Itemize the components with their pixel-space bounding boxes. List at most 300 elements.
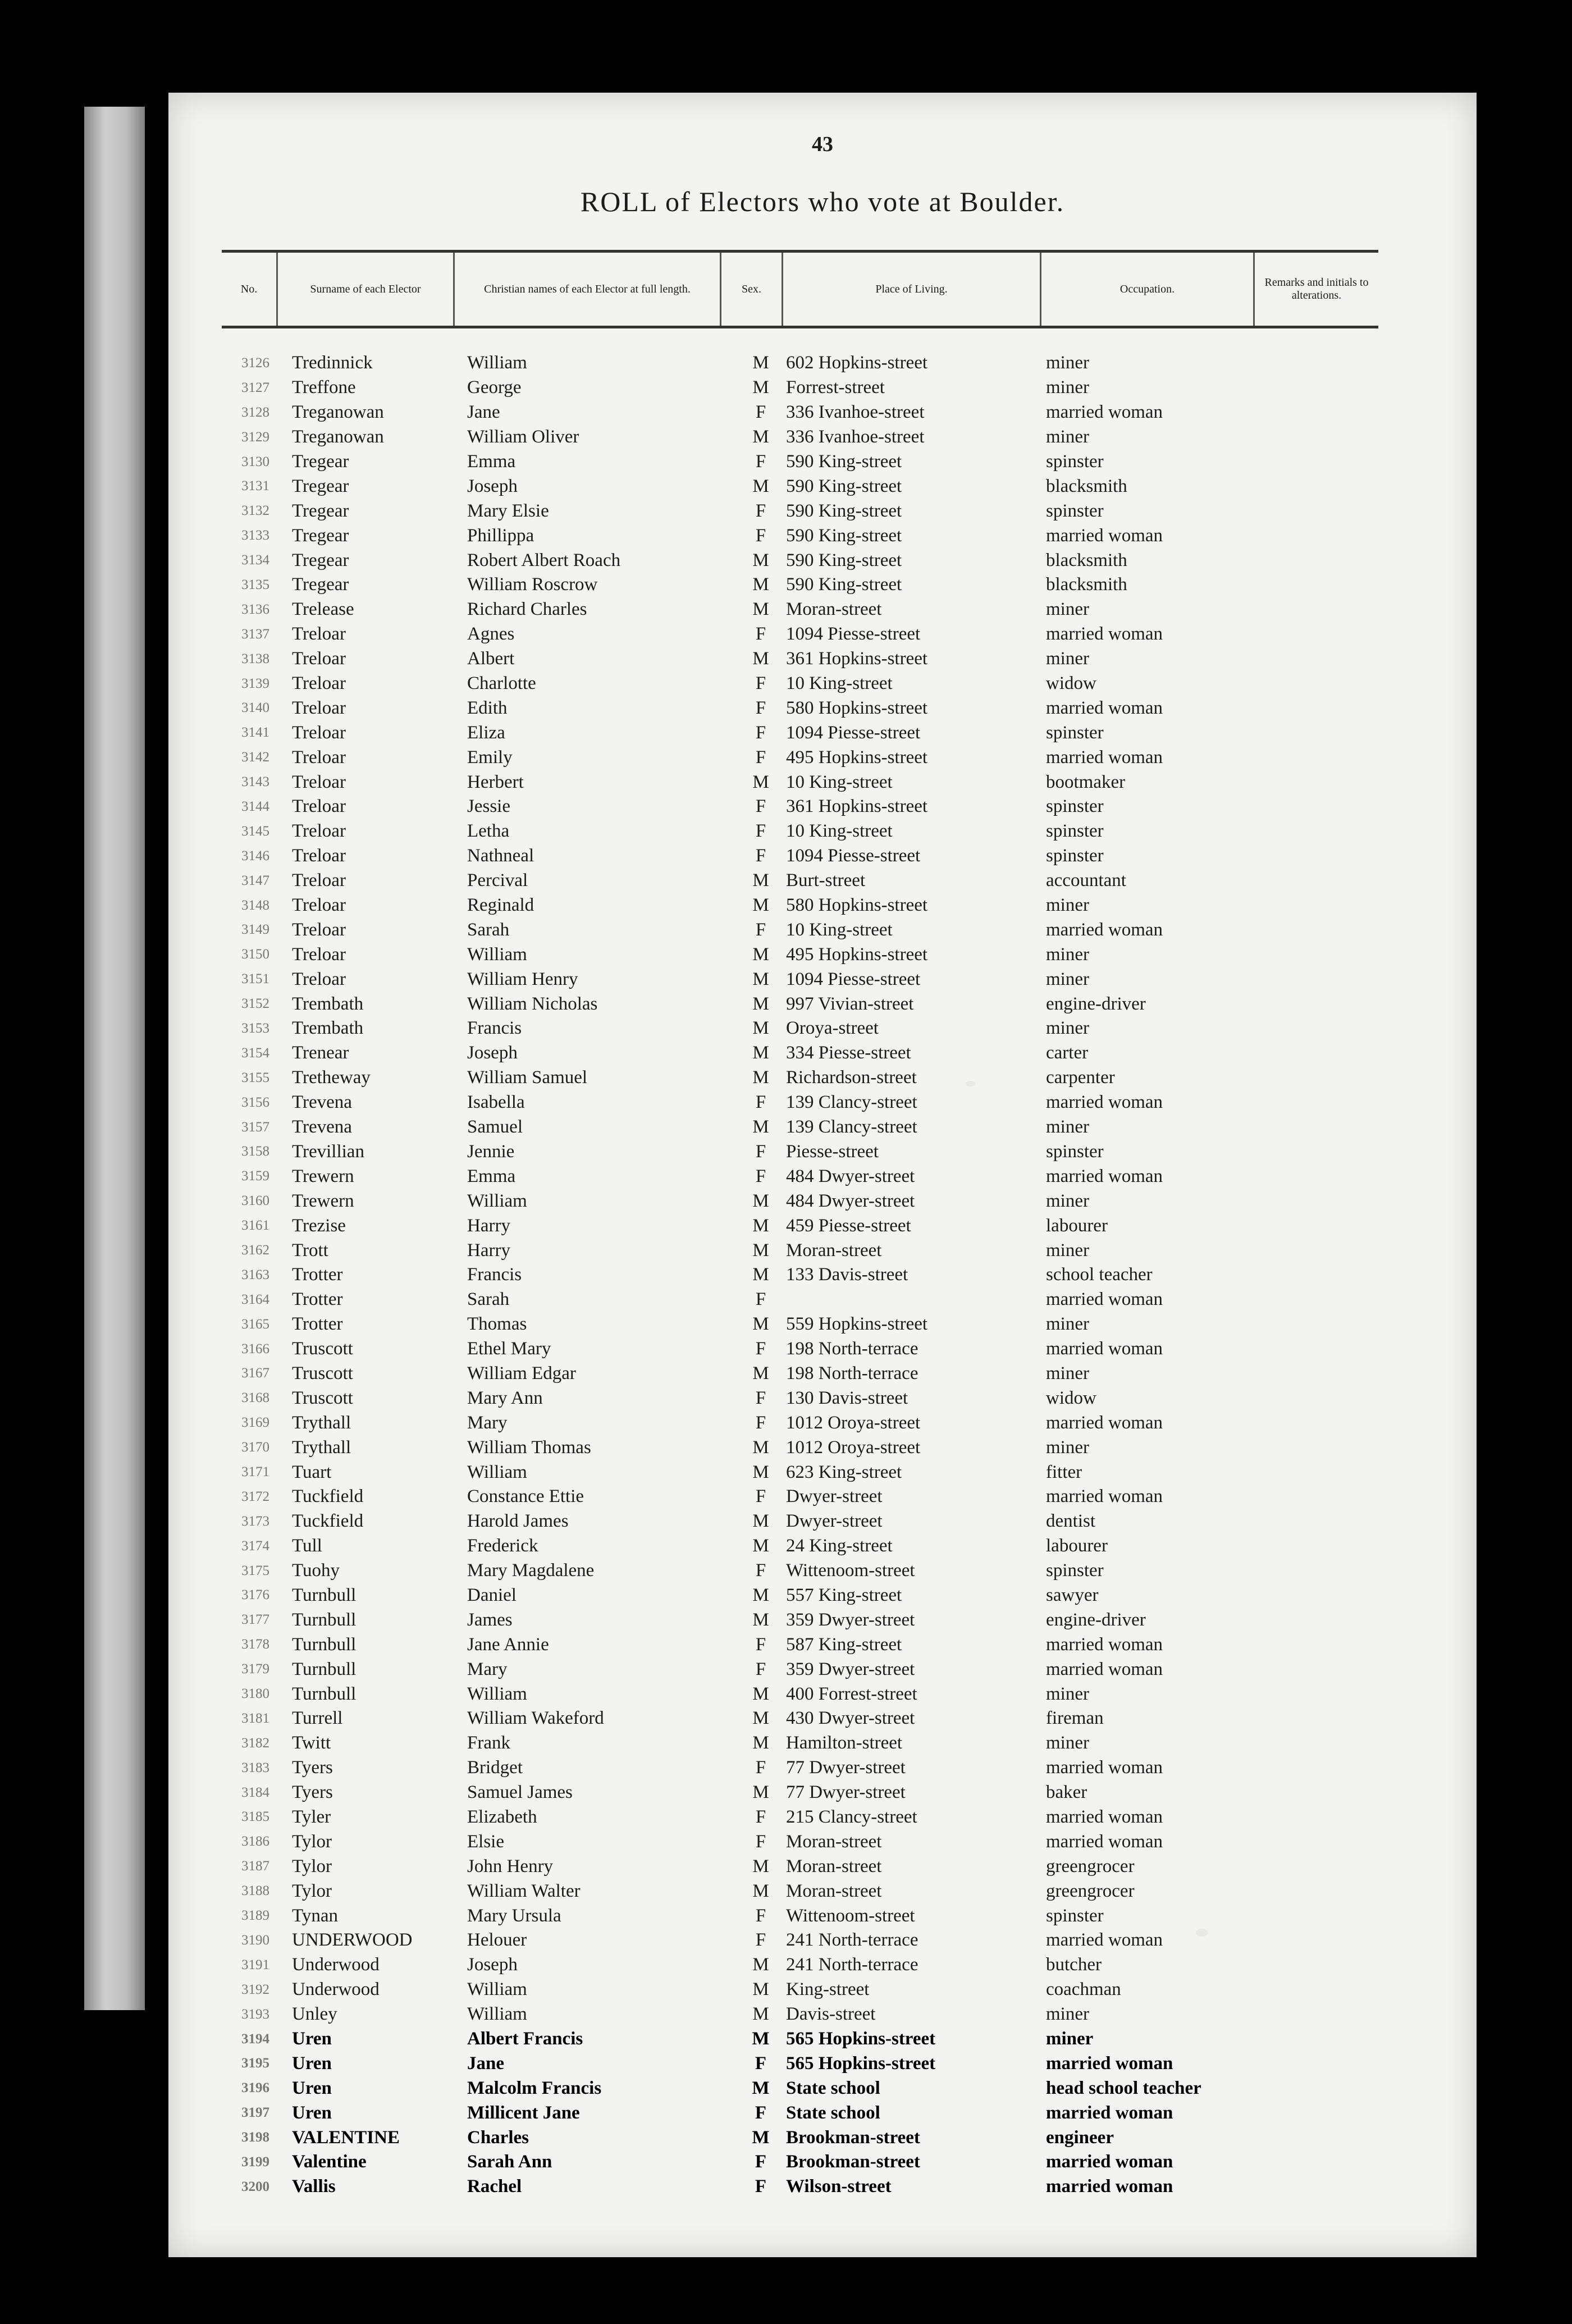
elector-surname: Treloar [292,697,346,718]
elector-surname: Treloar [292,870,346,891]
table-row [222,2175,1434,2199]
elector-christian-names: Edith [467,697,508,718]
table-row [222,647,1434,672]
elector-christian-names: Elsie [467,1831,504,1852]
elector-occupation: married woman [1046,624,1163,645]
elector-christian-names: Emma [467,451,516,472]
table-row [222,1928,1434,1953]
elector-sex: F [755,451,766,472]
elector-christian-names: William [467,944,527,965]
elector-christian-names: Jane [467,2053,504,2074]
table-row [222,720,1434,745]
table-row [222,1583,1434,1608]
elector-number: 3130 [241,454,269,469]
elector-number: 3157 [241,1119,269,1135]
elector-number: 3131 [241,478,269,494]
table-row [222,597,1434,622]
elector-christian-names: John Henry [467,1856,554,1876]
page-title: ROLL of Electors who vote at Boulder. [580,186,1065,217]
elector-surname: Unley [292,2004,337,2025]
elector-place-of-living: 590 King-street [786,525,902,546]
elector-place-of-living: 361 Hopkins-street [786,649,928,669]
elector-occupation: married woman [1046,1092,1163,1113]
elector-number: 3136 [241,601,269,617]
elector-occupation: fitter [1046,1462,1082,1482]
elector-sex: M [752,599,769,620]
elector-sex: F [755,919,766,940]
elector-sex: F [755,2102,767,2123]
elector-christian-names: William Walter [467,1880,581,1901]
elector-surname: Treloar [292,673,346,694]
elector-occupation: miner [1046,895,1089,916]
elector-surname: Treloar [292,722,346,743]
elector-place-of-living: 559 Hopkins-street [786,1314,928,1335]
elector-occupation: miner [1046,377,1089,398]
elector-number: 3155 [241,1070,269,1085]
elector-christian-names: Reginald [467,895,534,916]
elector-place-of-living: 130 Davis-street [786,1387,908,1408]
elector-place-of-living: Davis-street [786,2004,876,2025]
table-row [222,869,1434,893]
elector-surname: Tylor [292,1856,332,1876]
elector-sex: M [752,1018,769,1039]
elector-number: 3198 [241,2130,269,2145]
elector-place-of-living: 215 Clancy-street [786,1806,917,1827]
elector-sex: F [755,1289,766,1310]
elector-occupation: married woman [1046,1166,1163,1186]
elector-sex: F [755,846,766,866]
elector-sex: M [752,476,769,496]
table-header [222,250,1378,328]
elector-number: 3159 [241,1168,269,1184]
elector-sex: F [755,1560,766,1581]
elector-number: 3126 [241,355,269,371]
elector-number: 3154 [241,1045,269,1061]
table-row [222,1410,1434,1435]
elector-sex: F [755,821,766,842]
elector-surname: Turnbull [292,1634,357,1655]
elector-christian-names: William [467,1979,527,2000]
elector-sex: M [752,944,769,965]
elector-number: 3145 [241,823,269,839]
elector-occupation: married woman [1046,1831,1163,1852]
elector-occupation: married woman [1046,2176,1173,2197]
elector-sex: M [752,427,769,448]
table-row [222,1164,1434,1189]
elector-number: 3164 [241,1291,269,1307]
elector-occupation: bootmaker [1046,771,1126,792]
elector-christian-names: Herbert [467,771,524,792]
elector-occupation: married woman [1046,2053,1173,2074]
elector-place-of-living: 139 Clancy-street [786,1117,917,1138]
elector-sex: M [752,649,769,669]
elector-christian-names: William Roscrow [467,574,598,595]
table-row [222,1066,1434,1090]
elector-sex: F [755,2176,767,2197]
elector-number: 3143 [241,774,269,790]
elector-sex: F [755,1166,766,1186]
elector-surname: Tylor [292,1880,332,1901]
elector-sex: M [752,771,769,792]
elector-surname: Valentine [292,2152,367,2172]
elector-sex: M [752,1511,769,1532]
elector-place-of-living: Piesse-street [786,1141,879,1162]
elector-number: 3147 [241,873,269,888]
elector-number: 3192 [241,1981,269,1997]
table-row [222,1460,1434,1485]
elector-sex: F [755,796,766,817]
elector-surname: Vallis [292,2176,336,2197]
elector-christian-names: William Samuel [467,1067,588,1088]
elector-surname: Tredinnick [292,353,373,373]
table-row [222,1238,1434,1263]
elector-sex: F [755,2053,767,2074]
elector-number: 3176 [241,1587,269,1603]
table-row [222,672,1434,696]
elector-number: 3138 [241,651,269,666]
elector-occupation: sawyer [1046,1585,1099,1605]
elector-place-of-living: 495 Hopkins-street [786,944,928,965]
elector-surname: Uren [292,2102,332,2123]
elector-number: 3150 [241,947,269,962]
elector-place-of-living: State school [786,2078,880,2098]
table-row [222,967,1434,992]
elector-sex: M [752,1782,769,1803]
elector-surname: Trelease [292,599,354,620]
elector-place-of-living: 590 King-street [786,451,902,472]
elector-christian-names: Daniel [467,1585,517,1605]
table-row [222,696,1434,720]
elector-sex: F [755,1339,766,1359]
elector-occupation: engine-driver [1046,993,1146,1014]
elector-christian-names: William Nicholas [467,993,598,1014]
elector-number: 3156 [241,1094,269,1110]
elector-occupation: blacksmith [1046,476,1127,496]
elector-occupation: miner [1046,1437,1089,1458]
elector-occupation: spinster [1046,722,1104,743]
elector-surname: Underwood [292,1955,380,1975]
elector-occupation: married woman [1046,402,1163,423]
elector-place-of-living: Brookman-street [786,2152,920,2172]
elector-place-of-living: 1094 Piesse-street [786,846,921,866]
elector-place-of-living: 1094 Piesse-street [786,969,921,989]
elector-occupation: widow [1046,673,1096,694]
elector-place-of-living: 484 Dwyer-street [786,1190,915,1211]
elector-place-of-living: 24 King-street [786,1536,893,1556]
elector-surname: Uren [292,2053,332,2074]
elector-place-of-living: 10 King-street [786,919,893,940]
elector-surname: Trott [292,1240,328,1261]
elector-occupation: blacksmith [1046,574,1127,595]
elector-occupation: miner [1046,1117,1089,1138]
elector-occupation: miner [1046,944,1089,965]
elector-number: 3197 [241,2105,269,2121]
elector-number: 3149 [241,922,269,938]
elector-sex: F [755,624,766,645]
elector-number: 3127 [241,380,269,395]
elector-surname: UNDERWOOD [292,1930,413,1951]
elector-place-of-living: Brookman-street [786,2127,920,2148]
table-row [222,1879,1434,1903]
elector-occupation: school teacher [1046,1264,1153,1285]
elector-number: 3184 [241,1784,269,1800]
elector-christian-names: Eliza [467,722,505,743]
elector-surname: Tyler [292,1806,331,1827]
elector-christian-names: William Oliver [467,427,579,448]
elector-place-of-living: Wittenoom-street [786,1560,915,1581]
elector-sex: F [755,673,766,694]
elector-christian-names: Harry [467,1240,510,1261]
elector-occupation: labourer [1046,1536,1108,1556]
table-row [222,1829,1434,1854]
table-row [222,1534,1434,1559]
elector-sex: M [752,1043,769,1063]
table-row [222,2027,1434,2052]
elector-number: 3129 [241,429,269,445]
elector-christian-names: Rachel [467,2176,522,2197]
elector-surname: Turnbull [292,1609,357,1630]
elector-christian-names: Nathneal [467,846,534,866]
elector-surname: Turrell [292,1708,343,1729]
table-row [222,1189,1434,1213]
elector-sex: F [755,1486,766,1507]
elector-occupation: miner [1046,1190,1089,1211]
elector-surname: Trevillian [292,1141,364,1162]
elector-occupation: miner [1046,1683,1089,1704]
elector-surname: Tuckfield [292,1486,364,1507]
elector-sex: F [755,747,766,768]
elector-place-of-living: 997 Vivian-street [786,993,914,1014]
elector-christian-names: Ethel Mary [467,1339,551,1359]
table-row [222,942,1434,967]
elector-surname: Truscott [292,1339,353,1359]
table-row [222,795,1434,819]
elector-surname: Trythall [292,1412,351,1433]
elector-surname: Underwood [292,1979,380,2000]
elector-place-of-living: 400 Forrest-street [786,1683,917,1704]
table-row [222,2150,1434,2175]
table-row [222,1805,1434,1830]
column-header-occupation: Occupation. [1041,253,1255,326]
elector-number: 3175 [241,1563,269,1578]
elector-christian-names: Sarah [467,919,510,940]
elector-surname: VALENTINE [292,2127,400,2148]
elector-surname: Trevena [292,1117,352,1138]
table-row [222,770,1434,795]
table-row [222,1657,1434,1682]
elector-sex: F [755,1387,766,1408]
elector-place-of-living: 623 King-street [786,1462,902,1482]
elector-place-of-living: 495 Hopkins-street [786,747,928,768]
elector-surname: Tuohy [292,1560,340,1581]
elector-surname: Tregear [292,574,349,595]
elector-place-of-living: Dwyer-street [786,1511,883,1532]
elector-occupation: spinster [1046,451,1104,472]
elector-number: 3188 [241,1883,269,1899]
elector-occupation: married woman [1046,525,1163,546]
table-row [222,819,1434,844]
elector-sex: M [752,993,769,1014]
elector-place-of-living: Wittenoom-street [786,1905,915,1926]
elector-place-of-living: 334 Piesse-street [786,1043,911,1063]
elector-christian-names: Jessie [467,796,510,817]
elector-number: 3141 [241,725,269,741]
elector-occupation: spinster [1046,821,1104,842]
table-row [222,425,1434,450]
elector-place-of-living: 77 Dwyer-street [786,1757,906,1778]
elector-sex: M [752,1856,769,1876]
elector-surname: Tregear [292,476,349,496]
elector-surname: Treloar [292,969,346,989]
elector-surname: Tregear [292,550,349,570]
elector-number: 3165 [241,1316,269,1332]
table-row [222,499,1434,523]
elector-occupation: miner [1046,649,1089,669]
elector-number: 3179 [241,1661,269,1677]
table-row [222,1854,1434,1879]
elector-place-of-living: Richardson-street [786,1067,917,1088]
elector-occupation: miner [1046,969,1089,989]
elector-place-of-living: 336 Ivanhoe-street [786,402,925,423]
elector-sex: M [752,1609,769,1630]
elector-surname: Trotter [292,1314,343,1335]
elector-occupation: miner [1046,1240,1089,1261]
elector-place-of-living: 565 Hopkins-street [786,2029,936,2049]
elector-sex: M [752,1585,769,1605]
elector-place-of-living: Moran-street [786,1856,882,1876]
elector-christian-names: William Thomas [467,1437,591,1458]
elector-place-of-living: Wilson-street [786,2176,892,2197]
elector-place-of-living: Moran-street [786,1240,882,1261]
elector-occupation: married woman [1046,697,1163,718]
elector-place-of-living: 1094 Piesse-street [786,722,921,743]
elector-christian-names: Joseph [467,1043,518,1063]
elector-occupation: coachman [1046,1979,1121,2000]
elector-sex: M [752,870,769,891]
elector-surname: Tretheway [292,1067,371,1088]
elector-number: 3195 [241,2056,269,2071]
elector-christian-names: Sarah [467,1289,510,1310]
elector-sex: M [752,1880,769,1901]
elector-sex: F [755,1930,766,1951]
elector-sex: M [752,377,769,398]
table-row [222,1287,1434,1312]
elector-sex: M [752,1733,769,1754]
table-row [222,1509,1434,1534]
elector-christian-names: Agnes [467,624,515,645]
elector-occupation: spinster [1046,796,1104,817]
elector-christian-names: Mary [467,1412,508,1433]
elector-sex: M [752,2127,770,2148]
table-row [222,893,1434,918]
elector-place-of-living: 602 Hopkins-street [786,353,928,373]
elector-number: 3137 [241,626,269,642]
elector-christian-names: William Wakeford [467,1708,604,1729]
elector-christian-names: William Henry [467,969,578,989]
elector-sex: F [755,1412,766,1433]
table-row [222,1682,1434,1706]
elector-christian-names: Mary [467,1659,508,1679]
elector-place-of-living: 359 Dwyer-street [786,1659,915,1679]
elector-number: 3177 [241,1612,269,1628]
elector-sex: F [755,1831,766,1852]
table-row [222,1731,1434,1756]
elector-number: 3160 [241,1193,269,1209]
column-header-christian-names: Christian names of each Elector at full length. [455,253,721,326]
elector-occupation: married woman [1046,1930,1163,1951]
table-row [222,1978,1434,2002]
table-row [222,1090,1434,1115]
elector-place-of-living: 1094 Piesse-street [786,624,921,645]
elector-sex: M [752,1067,769,1088]
elector-surname: Treloar [292,919,346,940]
elector-place-of-living: 590 King-street [786,476,902,496]
elector-occupation: married woman [1046,919,1163,940]
elector-christian-names: Albert [467,649,515,669]
elector-sex: F [755,697,766,718]
elector-number: 3163 [241,1267,269,1282]
table-row [222,1263,1434,1287]
column-header-place-of-living: Place of Living. [783,253,1041,326]
elector-number: 3148 [241,897,269,913]
elector-christian-names: Jane Annie [467,1634,549,1655]
elector-occupation: head school teacher [1046,2078,1201,2098]
elector-surname: Tyers [292,1757,333,1778]
elector-surname: Treloar [292,649,346,669]
elector-sex: M [752,1363,769,1384]
elector-number: 3146 [241,848,269,864]
elector-christian-names: William Edgar [467,1363,576,1384]
elector-place-of-living: 580 Hopkins-street [786,697,928,718]
elector-surname: Trevena [292,1092,352,1113]
table-row [222,2125,1434,2150]
elector-occupation: married woman [1046,1486,1163,1507]
elector-number: 3170 [241,1440,269,1455]
elector-surname: Tull [292,1536,322,1556]
elector-sex: M [752,2078,770,2098]
elector-surname: Tregear [292,500,349,521]
table-row [222,1485,1434,1509]
elector-sex: M [752,1314,769,1335]
elector-christian-names: Emma [467,1166,516,1186]
elector-christian-names: Jennie [467,1141,515,1162]
elector-place-of-living: 10 King-street [786,673,893,694]
elector-christian-names: William [467,1462,527,1482]
elector-place-of-living: Moran-street [786,599,882,620]
elector-christian-names: Helouer [467,1930,527,1951]
elector-surname: Trotter [292,1289,343,1310]
elector-number: 3172 [241,1489,269,1504]
elector-christian-names: Sarah Ann [467,2152,552,2172]
elector-occupation: married woman [1046,1289,1163,1310]
elector-number: 3133 [241,528,269,544]
elector-surname: Uren [292,2029,332,2049]
elector-occupation: dentist [1046,1511,1095,1532]
elector-number: 3140 [241,700,269,716]
elector-occupation: married woman [1046,2152,1173,2172]
elector-place-of-living: Oroya-street [786,1018,879,1039]
elector-number: 3151 [241,971,269,987]
elector-occupation: spinster [1046,500,1104,521]
elector-christian-names: Millicent Jane [467,2102,580,2123]
elector-surname: Trotter [292,1264,343,1285]
elector-place-of-living: King-street [786,1979,870,2000]
elector-number: 3186 [241,1834,269,1850]
elector-place-of-living: 359 Dwyer-street [786,1609,915,1630]
elector-place-of-living: 587 King-street [786,1634,902,1655]
table-row [222,1140,1434,1165]
elector-number: 3168 [241,1390,269,1406]
